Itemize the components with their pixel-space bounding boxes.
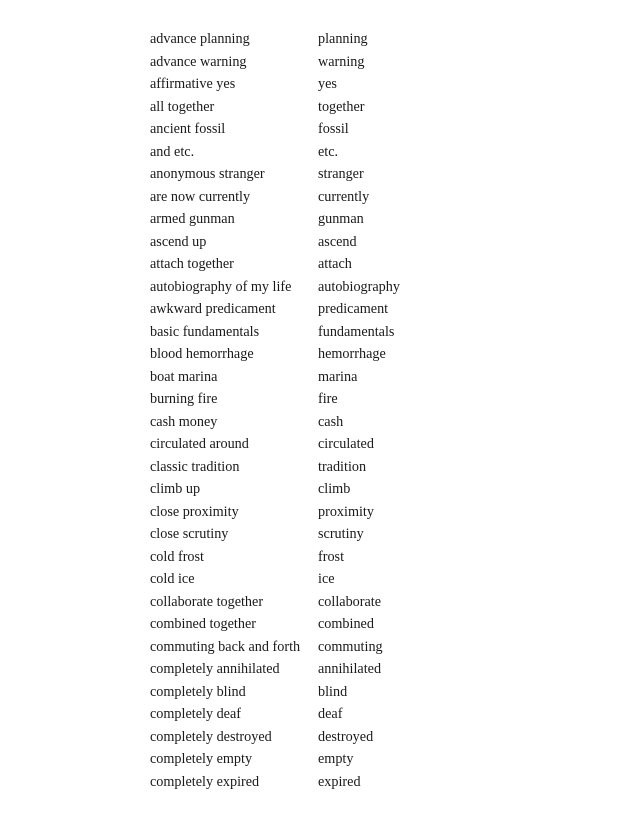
redundant-phrase: completely destroyed (150, 728, 272, 745)
concise-word: fossil (318, 121, 349, 137)
table-row (150, 141, 458, 164)
redundant-phrase: completely expired (150, 773, 260, 790)
table-row (150, 546, 458, 569)
redundancy-word-table (150, 28, 458, 793)
redundant-phrase: completely empty (150, 751, 253, 767)
table-row (150, 433, 458, 456)
redundant-phrase: are now currently (150, 188, 251, 205)
redundant-phrase: commuting back and forth (150, 638, 301, 655)
redundant-phrase: advance planning (150, 31, 250, 47)
concise-word: yes (318, 76, 337, 92)
concise-word: tradition (318, 458, 367, 475)
redundant-phrase: classic tradition (150, 458, 240, 475)
table-row (150, 73, 458, 96)
redundant-phrase: basic fundamentals (150, 323, 260, 340)
redundant-phrase: anonymous stranger (150, 166, 265, 182)
word-table-body (150, 28, 458, 793)
table-row (150, 231, 458, 254)
redundant-phrase: advance warning (150, 53, 247, 70)
concise-word: combined (318, 616, 374, 632)
redundant-phrase: cold frost (150, 548, 204, 565)
redundant-phrase: and etc. (150, 143, 195, 160)
table-row (150, 703, 458, 726)
table-row (150, 388, 458, 411)
concise-word: circulated (318, 436, 374, 452)
redundant-phrase: completely blind (150, 683, 246, 700)
concise-word: frost (318, 548, 345, 565)
redundant-phrase: close proximity (150, 503, 239, 520)
table-row (150, 478, 458, 501)
concise-word: attach (318, 256, 352, 272)
table-row (150, 343, 458, 366)
table-row (150, 636, 458, 659)
redundant-phrase: armed gunman (150, 211, 235, 227)
concise-word: warning (318, 53, 365, 70)
concise-word: stranger (318, 166, 364, 182)
table-row (150, 51, 458, 74)
redundant-phrase: attach together (150, 256, 234, 272)
redundant-phrase: collaborate together (150, 593, 264, 610)
concise-word: etc. (318, 143, 339, 160)
concise-word: scrutiny (318, 526, 364, 542)
redundant-phrase: burning fire (150, 391, 218, 407)
redundant-phrase: affirmative yes (150, 76, 236, 92)
table-row (150, 96, 458, 119)
redundant-phrase: ascend up (150, 233, 207, 250)
table-row (150, 501, 458, 524)
table-row (150, 321, 458, 344)
concise-word: climb (318, 481, 351, 497)
concise-word: fire (318, 391, 338, 407)
table-row (150, 28, 458, 51)
concise-word: destroyed (318, 728, 374, 745)
redundant-phrase: circulated around (150, 436, 249, 452)
concise-word: marina (318, 368, 358, 385)
redundant-phrase: ancient fossil (150, 121, 226, 137)
concise-word: expired (318, 773, 361, 790)
concise-word: ascend (318, 233, 357, 250)
concise-word: predicament (318, 301, 389, 317)
table-row (150, 163, 458, 186)
concise-word: ice (318, 571, 335, 587)
concise-word: gunman (318, 211, 364, 227)
redundant-phrase: cash money (150, 413, 218, 430)
table-row (150, 681, 458, 704)
table-row (150, 771, 458, 794)
redundant-phrase: combined together (150, 616, 256, 632)
redundant-phrase: completely deaf (150, 706, 241, 722)
table-row (150, 298, 458, 321)
table-row (150, 568, 458, 591)
concise-word: proximity (318, 503, 374, 520)
table-row (150, 118, 458, 141)
table-row (150, 208, 458, 231)
table-row (150, 456, 458, 479)
concise-word: planning (318, 31, 368, 47)
redundant-phrase: autobiography of my life (150, 278, 292, 295)
concise-word: currently (318, 188, 370, 205)
redundant-phrase: awkward predicament (150, 301, 276, 317)
redundant-phrase: blood hemorrhage (150, 346, 254, 362)
redundant-phrase: climb up (150, 481, 201, 497)
table-row (150, 253, 458, 276)
table-row (150, 366, 458, 389)
concise-word: empty (318, 751, 354, 767)
table-row (150, 411, 458, 434)
table-row (150, 658, 458, 681)
concise-word: hemorrhage (318, 346, 386, 362)
table-row (150, 276, 458, 299)
table-row (150, 748, 458, 771)
concise-word: blind (318, 683, 348, 700)
redundant-phrase: completely annihilated (150, 661, 280, 677)
concise-word: autobiography (318, 278, 400, 295)
redundant-phrase: cold ice (150, 571, 195, 587)
table-row (150, 591, 458, 614)
concise-word: annihilated (318, 661, 382, 677)
table-row (150, 613, 458, 636)
concise-word: fundamentals (318, 323, 395, 340)
redundant-phrase: boat marina (150, 368, 218, 385)
concise-word: collaborate (318, 593, 382, 610)
table-row (150, 186, 458, 209)
redundant-phrase: close scrutiny (150, 526, 229, 542)
table-row (150, 726, 458, 749)
concise-word: deaf (318, 706, 343, 722)
concise-word: cash (318, 413, 344, 430)
concise-word: together (318, 98, 365, 115)
concise-word: commuting (318, 638, 383, 655)
table-row (150, 523, 458, 546)
redundant-phrase: all together (150, 98, 215, 115)
